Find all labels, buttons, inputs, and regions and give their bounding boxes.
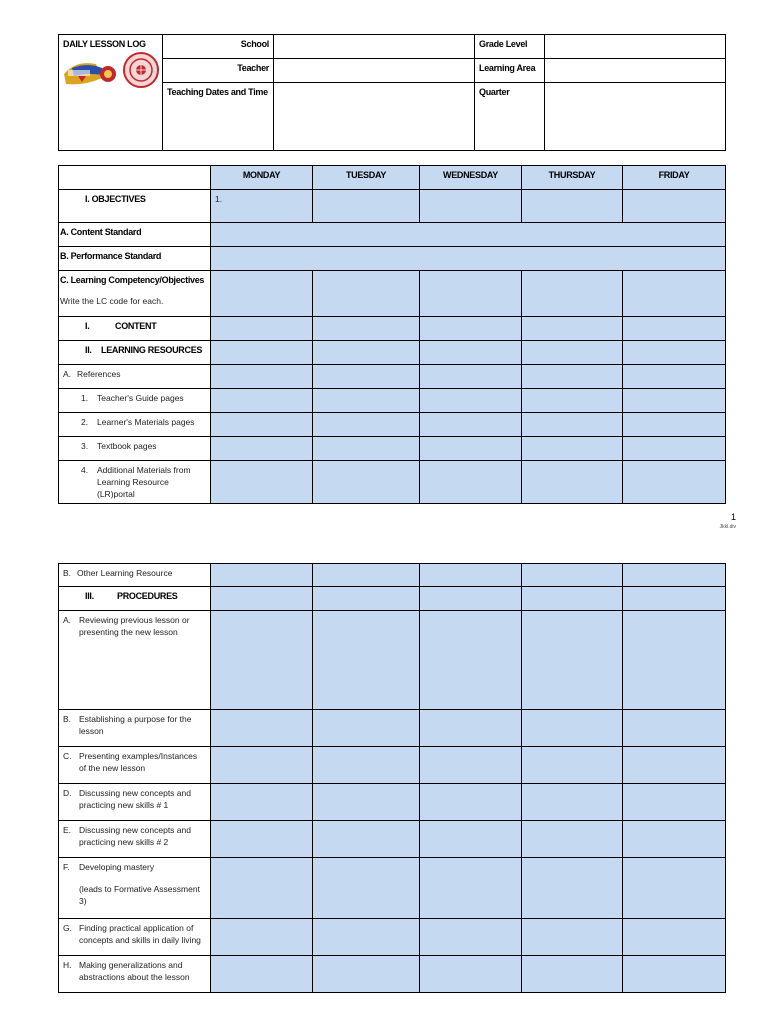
am-friday-cell[interactable] [623, 461, 726, 504]
competency-friday-cell[interactable] [623, 271, 726, 317]
procedure-label: Discussing new concepts and practicing new skills # 1 [79, 788, 191, 810]
pb-wednesday-cell[interactable] [420, 710, 522, 747]
pd-friday-cell[interactable] [623, 784, 726, 821]
pe-friday-cell[interactable] [623, 821, 726, 858]
ref-item-textbook [59, 437, 211, 461]
day-header-thursday: THURSDAY [522, 166, 623, 190]
lm-thursday-cell[interactable] [522, 413, 623, 437]
pd-monday-cell[interactable] [211, 784, 313, 821]
pa-friday-cell[interactable] [623, 611, 726, 710]
references-num: A. [63, 369, 72, 379]
day-header-monday: MONDAY [211, 166, 313, 190]
lm-tuesday-cell[interactable] [313, 413, 420, 437]
ref-item-num: 2. [81, 417, 89, 427]
proc-monday-cell[interactable] [211, 587, 313, 611]
performance-standard-label: B. Performance Standard [59, 247, 211, 271]
tg-monday-cell[interactable] [211, 389, 313, 413]
resources-monday-cell[interactable] [211, 341, 313, 365]
proc-thursday-cell[interactable] [522, 587, 623, 611]
tg-tuesday-cell[interactable] [313, 389, 420, 413]
tg-wednesday-cell[interactable] [420, 389, 522, 413]
content-label-cell [59, 317, 211, 341]
lesson-table-page-1 [58, 165, 726, 504]
ref-item-label: Teacher's Guide pages [97, 393, 184, 403]
pb-friday-cell[interactable] [623, 710, 726, 747]
deped-logo [62, 56, 120, 90]
page-title: DAILY LESSON LOG [63, 39, 146, 49]
procedure-item-b [59, 710, 211, 747]
pc-friday-cell[interactable] [623, 747, 726, 784]
quarter-label: Quarter [475, 83, 545, 151]
day-header-friday: FRIDAY [623, 166, 726, 190]
objectives-thursday-cell[interactable] [522, 190, 623, 223]
pe-wednesday-cell[interactable] [420, 821, 522, 858]
dates-label: Teaching Dates and Time [163, 83, 274, 151]
pa-monday-cell[interactable] [211, 611, 313, 710]
content-monday-cell[interactable] [211, 317, 313, 341]
content-standard-label: A. Content Standard [59, 223, 211, 247]
pd-thursday-cell[interactable] [522, 784, 623, 821]
pg-tuesday-cell[interactable] [313, 919, 420, 956]
pf-wednesday-cell[interactable] [420, 858, 522, 919]
other-resource-label: Other Learning Resource [77, 568, 173, 578]
procedures-label: PROCEDURES [117, 591, 178, 601]
tb-wednesday-cell[interactable] [420, 437, 522, 461]
objectives-tuesday-cell[interactable] [313, 190, 420, 223]
ref-item-num: 3. [81, 441, 89, 451]
procedure-num: A. [63, 615, 72, 625]
grade-level-field[interactable] [545, 35, 726, 59]
ref-item-label: Additional Materials from Learning Resource (LR)portal [97, 465, 191, 499]
procedure-item-c [59, 747, 211, 784]
procedure-num: E. [63, 825, 72, 835]
pa-thursday-cell[interactable] [522, 611, 623, 710]
seal-logo [121, 51, 161, 89]
lm-monday-cell[interactable] [211, 413, 313, 437]
ref-item-num: 1. [81, 393, 89, 403]
pc-tuesday-cell[interactable] [313, 747, 420, 784]
tg-thursday-cell[interactable] [522, 389, 623, 413]
procedures-num: III. [85, 591, 94, 601]
pf-tuesday-cell[interactable] [313, 858, 420, 919]
resources-wednesday-cell[interactable] [420, 341, 522, 365]
content-label: CONTENT [115, 321, 157, 331]
grade-level-label: Grade Level [475, 35, 545, 59]
or-wednesday-cell[interactable] [420, 564, 522, 587]
procedures-label-cell [59, 587, 211, 611]
procedure-num: C. [63, 751, 72, 761]
am-monday-cell[interactable] [211, 461, 313, 504]
pa-tuesday-cell[interactable] [313, 611, 420, 710]
lesson-table-page-2 [58, 563, 726, 993]
pb-thursday-cell[interactable] [522, 710, 623, 747]
learning-area-label: Learning Area [475, 59, 545, 83]
proc-tuesday-cell[interactable] [313, 587, 420, 611]
tb-tuesday-cell[interactable] [313, 437, 420, 461]
learning-area-field[interactable] [545, 59, 726, 83]
objectives-wednesday-cell[interactable] [420, 190, 522, 223]
tb-friday-cell[interactable] [623, 437, 726, 461]
resources-friday-cell[interactable] [623, 341, 726, 365]
pd-tuesday-cell[interactable] [313, 784, 420, 821]
procedure-num: D. [63, 788, 72, 798]
ref-item-learners-materials [59, 413, 211, 437]
procedure-item-e [59, 821, 211, 858]
pg-monday-cell[interactable] [211, 919, 313, 956]
references-label: References [77, 369, 121, 379]
lm-friday-cell[interactable] [623, 413, 726, 437]
ph-monday-cell[interactable] [211, 956, 313, 993]
quarter-field[interactable] [545, 83, 726, 151]
learning-resources-num: II. [85, 345, 92, 355]
corner-cell [59, 166, 211, 190]
learning-resources-label: LEARNING RESOURCES [101, 345, 203, 355]
objectives-monday-cell[interactable]: 1. [211, 190, 313, 223]
procedure-num: F. [63, 862, 70, 872]
resources-thursday-cell[interactable] [522, 341, 623, 365]
page-number-value: 1 [730, 512, 736, 522]
procedure-num: G. [63, 923, 72, 933]
procedure-item-h [59, 956, 211, 993]
ph-friday-cell[interactable] [623, 956, 726, 993]
ref-item-label: Textbook pages [97, 441, 157, 451]
am-thursday-cell[interactable] [522, 461, 623, 504]
tg-friday-cell[interactable] [623, 389, 726, 413]
competency-monday-cell[interactable] [211, 271, 313, 317]
competency-tuesday-cell[interactable] [313, 271, 420, 317]
or-monday-cell[interactable] [211, 564, 313, 587]
procedure-item-a [59, 611, 211, 710]
references-monday-cell[interactable] [211, 365, 313, 389]
school-label: School [163, 35, 274, 59]
content-thursday-cell[interactable] [522, 317, 623, 341]
other-resource-num: B. [63, 568, 72, 578]
proc-friday-cell[interactable] [623, 587, 726, 611]
content-tuesday-cell[interactable] [313, 317, 420, 341]
competency-cell [59, 271, 211, 317]
or-thursday-cell[interactable] [522, 564, 623, 587]
procedure-item-d [59, 784, 211, 821]
pb-tuesday-cell[interactable] [313, 710, 420, 747]
procedure-extra: (leads to Formative Assessment 3) [79, 884, 200, 906]
am-wednesday-cell[interactable] [420, 461, 522, 504]
pe-tuesday-cell[interactable] [313, 821, 420, 858]
competency-note: Write the LC code for each. [60, 296, 164, 306]
pc-wednesday-cell[interactable] [420, 747, 522, 784]
pa-wednesday-cell[interactable] [420, 611, 522, 710]
references-tuesday-cell[interactable] [313, 365, 420, 389]
content-num: I. [85, 321, 90, 331]
procedure-num: B. [63, 714, 72, 724]
pb-monday-cell[interactable] [211, 710, 313, 747]
pg-friday-cell[interactable] [623, 919, 726, 956]
tb-thursday-cell[interactable] [522, 437, 623, 461]
content-wednesday-cell[interactable] [420, 317, 522, 341]
objectives-label: I. OBJECTIVES [59, 190, 211, 223]
content-friday-cell[interactable] [623, 317, 726, 341]
ref-item-teachers-guide [59, 389, 211, 413]
procedure-label: Making generalizations and abstractions about the lesson [79, 960, 190, 982]
or-friday-cell[interactable] [623, 564, 726, 587]
procedure-label: Discussing new concepts and practicing new skills # 2 [79, 825, 191, 847]
proc-wednesday-cell[interactable] [420, 587, 522, 611]
day-header-wednesday: WEDNESDAY [420, 166, 522, 190]
procedure-label: Establishing a purpose for the lesson [79, 714, 192, 736]
procedure-label: Reviewing previous lesson or presenting the new lesson [79, 615, 190, 637]
pd-wednesday-cell[interactable] [420, 784, 522, 821]
procedure-label: Presenting examples/Instances of the new lesson [79, 751, 198, 773]
pf-friday-cell[interactable] [623, 858, 726, 919]
competency-label: C. Learning Competency/Objectives [60, 275, 205, 285]
am-tuesday-cell[interactable] [313, 461, 420, 504]
references-thursday-cell[interactable] [522, 365, 623, 389]
tb-monday-cell[interactable] [211, 437, 313, 461]
pg-wednesday-cell[interactable] [420, 919, 522, 956]
teacher-label: Teacher [163, 59, 274, 83]
objectives-friday-cell[interactable] [623, 190, 726, 223]
ph-tuesday-cell[interactable] [313, 956, 420, 993]
ph-wednesday-cell[interactable] [420, 956, 522, 993]
lm-wednesday-cell[interactable] [420, 413, 522, 437]
pe-thursday-cell[interactable] [522, 821, 623, 858]
or-tuesday-cell[interactable] [313, 564, 420, 587]
competency-wednesday-cell[interactable] [420, 271, 522, 317]
teacher-field[interactable] [274, 59, 475, 83]
content-standard-cell[interactable] [211, 223, 726, 247]
procedure-label: Finding practical application of concepts and skills in daily living [79, 923, 201, 945]
references-wednesday-cell[interactable] [420, 365, 522, 389]
ref-item-label: Learner's Materials pages [97, 417, 195, 427]
ph-thursday-cell[interactable] [522, 956, 623, 993]
ref-item-num: 4. [81, 465, 89, 475]
pf-thursday-cell[interactable] [522, 858, 623, 919]
procedure-item-f [59, 858, 211, 919]
competency-thursday-cell[interactable] [522, 271, 623, 317]
ref-item-additional-materials [59, 461, 211, 504]
pg-thursday-cell[interactable] [522, 919, 623, 956]
pf-monday-cell[interactable] [211, 858, 313, 919]
resources-tuesday-cell[interactable] [313, 341, 420, 365]
references-friday-cell[interactable] [623, 365, 726, 389]
pc-monday-cell[interactable] [211, 747, 313, 784]
procedure-item-g [59, 919, 211, 956]
page-number [720, 512, 736, 532]
page-mark: Jkkl.div [719, 524, 736, 530]
procedure-num: H. [63, 960, 72, 970]
performance-standard-cell[interactable] [211, 247, 726, 271]
day-header-tuesday: TUESDAY [313, 166, 420, 190]
school-field[interactable] [274, 35, 475, 59]
references-label-cell [59, 365, 211, 389]
pe-monday-cell[interactable] [211, 821, 313, 858]
procedure-label: Developing mastery [79, 862, 155, 872]
pc-thursday-cell[interactable] [522, 747, 623, 784]
learning-resources-label-cell [59, 341, 211, 365]
other-resource-label-cell [59, 564, 211, 587]
dates-field[interactable] [274, 83, 475, 151]
